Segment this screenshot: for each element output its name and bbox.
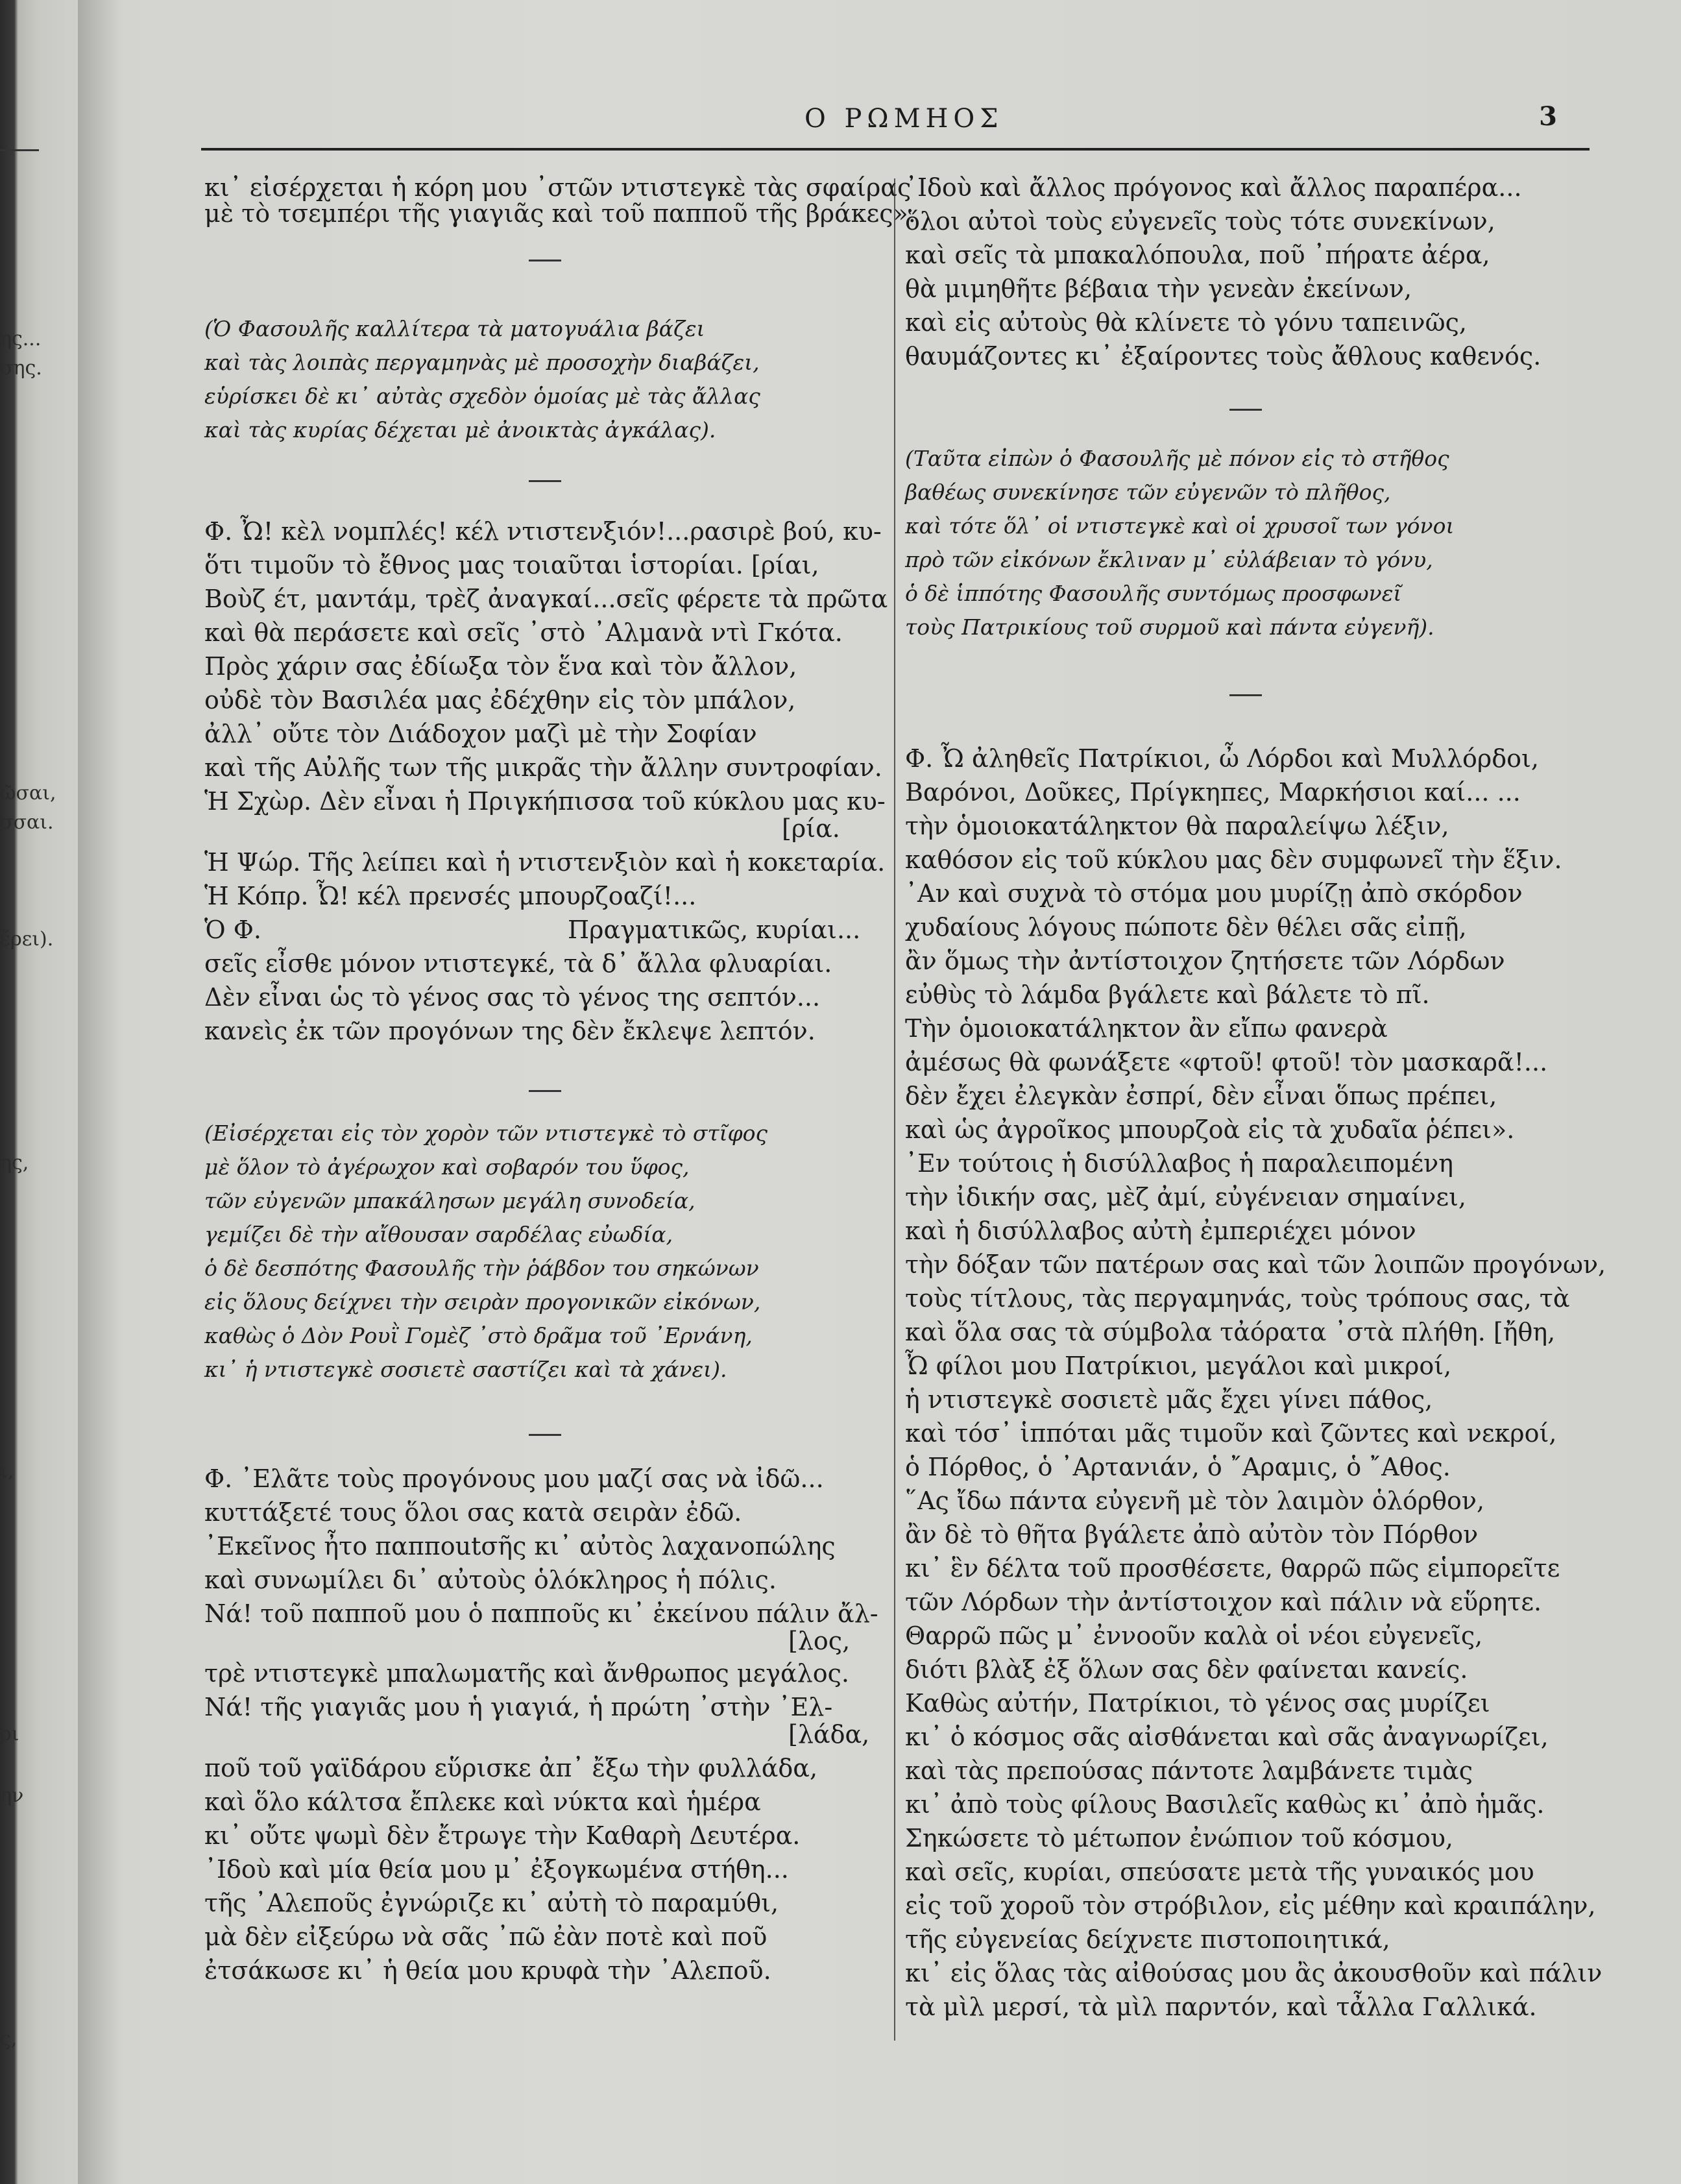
left-column-line: Ἡ Κόπρ. Ὦ! κέλ πρενσές μπουρζοαζί!... bbox=[204, 882, 697, 910]
prev-page-fragment: ρι bbox=[0, 1723, 19, 1745]
right-column-line: τῶν Λόρδων τὴν ἀντίστοιχον καὶ πάλιν νὰ εὕρητε. bbox=[905, 1588, 1542, 1616]
right-column-line: Θαρρῶ πῶς μ᾿ ἐννοοῦν καλὰ οἱ νέοι εὐγενεῖς, bbox=[905, 1621, 1483, 1650]
left-column-line: Πραγματικῶς, κυρίαι... bbox=[568, 916, 861, 944]
left-column-line: ὅτι τιμοῦν τὸ ἔθνος μας τοιαῦται ἱστορίαι. [ρίαι, bbox=[204, 551, 819, 579]
section-separator bbox=[529, 1090, 561, 1092]
right-column-line: καὶ σεῖς τὰ μπακαλόπουλα, ποῦ ᾿πήρατε ἀέρα, bbox=[905, 241, 1490, 269]
left-column-line: μὰ δὲν εἰξεύρω νὰ σᾶς ᾿πῶ ἐὰν ποτὲ καὶ ποῦ bbox=[204, 1923, 768, 1951]
right-column-line: τῆς εὐγενείας δείχνετε πιστοποιητικά, bbox=[905, 1925, 1390, 1954]
right-column-line: διότι βλὰξ ἐξ ὅλων σας δὲν φαίνεται κανείς. bbox=[905, 1655, 1468, 1684]
prev-page-fragment: ῶσαι, bbox=[0, 782, 56, 805]
left-column-line: τῆς ᾿Αλεποῦς ἐγνώριζε κι᾿ αὐτὴ τὸ παραμύθι, bbox=[204, 1889, 779, 1917]
prev-page-fragment: ι, bbox=[0, 1460, 14, 1483]
right-column-line: καὶ εἰς αὐτοὺς θὰ κλίνετε τὸ γόνυ ταπεινῶς, bbox=[905, 308, 1467, 337]
left-column-line: ὁ δὲ δεσπότης Φασουλῆς τὴν ῥάβδον του σηκώνων bbox=[204, 1256, 759, 1281]
right-column-line: ἀμέσως θὰ φωνάξετε «φτοῦ! φτοῦ! τὸν μασκαρᾶ!... bbox=[905, 1048, 1548, 1076]
prev-page-fragment: ης, bbox=[0, 1152, 29, 1174]
left-column-line: Ὁ Φ. bbox=[204, 916, 261, 944]
prev-page-fragment: σης. bbox=[0, 357, 42, 380]
left-column-line: (Εἰσέρχεται εἰς τὸν χορὸν τῶν ντιστεγκὲ τὸ στῖφος bbox=[204, 1121, 768, 1146]
right-column-line: Σηκώσετε τὸ μέτωπον ἐνώπιον τοῦ κόσμου, bbox=[905, 1824, 1453, 1852]
left-column-line: καὶ θὰ περάσετε καὶ σεῖς ᾿στὸ ᾿Αλμανὰ ντὶ Γκότα. bbox=[204, 618, 843, 647]
prev-page-fragment: ης... bbox=[0, 328, 42, 350]
left-column-line: Ἡ Ψώρ. Τῆς λείπει καὶ ἡ ντιστενξιὸν καὶ ἡ κοκεταρία. bbox=[204, 848, 886, 877]
previous-page-edge bbox=[0, 0, 78, 2184]
header-rule bbox=[201, 148, 1590, 151]
left-column-line: Βοὺζ έτ, μαντάμ, τρὲζ ἀναγκαί...σεῖς φέρετε τὰ πρῶτα bbox=[204, 585, 888, 613]
right-column-line: κι᾿ εἰς ὅλας τὰς αἰθούσας μου ἂς ἀκουσθοῦν καὶ πάλιν bbox=[905, 1959, 1602, 1987]
page-number: 3 bbox=[1539, 101, 1557, 132]
right-column-line: καθόσον εἰς τοῦ κύκλου μας δὲν συμφωνεῖ τὴν ἕξιν. bbox=[905, 845, 1562, 874]
prev-page-fragment: ἔρει). bbox=[0, 928, 54, 951]
previous-page-rule bbox=[0, 149, 39, 151]
right-column-line: ᾿Εν τούτοις ἡ δισύλλαβος ἡ παραλειπομένη bbox=[905, 1149, 1454, 1178]
right-column-line: ἡ ντιστεγκὲ σοσιετὲ μᾶς ἔχει γίνει πάθος, bbox=[905, 1385, 1433, 1414]
left-column-line: τῶν εὐγενῶν μπακάλησων μεγάλη συνοδεία, bbox=[204, 1188, 695, 1213]
left-column-line: μὲ ὅλον τὸ ἀγέρωχον καὶ σοβαρόν του ὕφος, bbox=[204, 1154, 690, 1180]
right-column-line: χυδαίους λόγους πώποτε δὲν θέλει σᾶς εἰπῇ, bbox=[905, 913, 1467, 941]
section-separator bbox=[1229, 409, 1262, 411]
right-column-line: τὴν ἰδικήν σας, μὲζ ἀμί, εὐγένειαν σημαίνει, bbox=[905, 1183, 1467, 1211]
right-column-line: τοὺς Πατρικίους τοῦ συρμοῦ καὶ πάντα εὐγενῆ). bbox=[905, 614, 1434, 640]
left-column-line: κανεὶς ἐκ τῶν προγόνων της δὲν ἔκλεψε λεπτόν. bbox=[204, 1017, 816, 1045]
left-column-line: οὐδὲ τὸν Βασιλέα μας ἐδέχθην εἰς τὸν μπάλον, bbox=[204, 686, 796, 714]
right-column-line: καὶ σεῖς, κυρίαι, σπεύσατε μετὰ τῆς γυναικός μου bbox=[905, 1858, 1534, 1886]
left-column-line: Ἡ Σχὼρ. Δὲν εἶναι ἡ Πριγκήπισσα τοῦ κύκλου μας κυ- bbox=[204, 787, 886, 816]
right-column-line: Βαρόνοι, Δοῦκες, Πρίγκηπες, Μαρκήσιοι καί... ... bbox=[905, 778, 1521, 807]
left-column-line: μὲ τὸ τσεμπέρι τῆς γιαγιᾶς καὶ τοῦ παπποῦ τῆς βράκες». bbox=[204, 199, 916, 228]
right-column-line: τὴν ὁμοιοκατάληκτον θὰ παραλείψω λέξιν, bbox=[905, 812, 1449, 840]
right-column-line: καὶ ἡ δισύλλαβος αὐτὴ ἐμπεριέχει μόνον bbox=[905, 1217, 1416, 1245]
left-column-line: ᾿Εκεῖνος ἦτο παπποutσῆς κι᾿ αὐτὸς λαχανοπώλης bbox=[204, 1532, 836, 1560]
right-column-line: Ὦ φίλοι μου Πατρίκιοι, μεγάλοι καὶ μικροί, bbox=[905, 1352, 1452, 1380]
right-column-line: κι᾿ ἓν δέλτα τοῦ προσθέσετε, θαρρῶ πῶς εἱμπορεῖτε bbox=[905, 1554, 1560, 1583]
right-column-line: δὲν ἔχει ἐλεγκὰν ἐσπρί, δὲν εἶναι ὅπως πρέπει, bbox=[905, 1082, 1497, 1110]
left-column-line: Νά! τοῦ παπποῦ μου ὁ παπποῦς κι᾿ ἐκείνου πάλιν ἄλ- bbox=[204, 1599, 878, 1628]
left-column-line: Πρὸς χάριν σας ἐδίωξα τὸν ἕνα καὶ τὸν ἄλλον, bbox=[204, 652, 797, 681]
right-column-line: πρὸ τῶν εἰκόνων ἔκλιναν μ᾿ εὐλάβειαν τὸ γόνυ, bbox=[905, 547, 1433, 572]
left-column-line: κυττάξετέ τους ὅλοι σας κατὰ σειρὰν ἐδῶ. bbox=[204, 1498, 742, 1527]
left-column-line: εὑρίσκει δὲ κι᾿ αὐτὰς σχεδὸν ὁμοίας μὲ τὰς ἄλλας bbox=[204, 383, 760, 409]
column-divider bbox=[894, 178, 895, 2041]
left-column-line: τρὲ ντιστεγκὲ μπαλωματῆς καὶ ἄνθρωπος μεγάλος. bbox=[204, 1659, 849, 1688]
left-column-line: [ρία. bbox=[782, 814, 840, 843]
right-column-line: τὴν δόξαν τῶν πατέρων σας καὶ τῶν λοιπῶν προγόνων, bbox=[905, 1250, 1606, 1279]
left-column-line: ἀλλ᾿ οὔτε τὸν Διάδοχον μαζὶ μὲ τὴν Σοφίαν bbox=[204, 720, 757, 748]
left-column-line: Φ. Ὦ! κὲλ νομπλές! κέλ ντιστενξιόν!...ρασιρὲ βού, κυ- bbox=[204, 517, 882, 546]
left-column-line: Νά! τῆς γιαγιᾶς μου ἡ γιαγιά, ἡ πρώτη ᾿στὴν ᾿Ελ- bbox=[204, 1693, 833, 1721]
right-column-line: εὐθὺς τὸ λάμδα βγάλετε καὶ βάλετε τὸ πῖ. bbox=[905, 980, 1430, 1009]
right-column-line: ᾿Αν καὶ συχνὰ τὸ στόμα μου μυρίζῃ ἀπὸ σκόρδον bbox=[905, 879, 1523, 908]
prev-page-fragment: σσαι. bbox=[0, 811, 54, 834]
right-column-line: Καθὼς αὐτήν, Πατρίκιοι, τὸ γένος σας μυρίζει bbox=[905, 1689, 1490, 1717]
right-column-line: καὶ τόσ᾿ ἱππόται μᾶς τιμοῦν καὶ ζῶντες καὶ νεκροί, bbox=[905, 1419, 1557, 1448]
left-column-line: κι᾿ εἰσέρχεται ἡ κόρη μου ᾿στῶν ντιστεγκὲ τὰς σφαίρας bbox=[204, 173, 912, 202]
left-column-line: καὶ ὅλο κάλτσα ἔπλεκε καὶ νύκτα καὶ ἡμέρα bbox=[204, 1788, 761, 1816]
left-column-line: [λος, bbox=[788, 1627, 851, 1655]
left-column-line: καθὼς ὁ Δὸν Ρουῒ Γομὲζ ᾿στὸ δρᾶμα τοῦ ᾿Ερνάνη, bbox=[204, 1323, 753, 1348]
left-column-line: ἐτσάκωσε κι᾿ ἡ θεία μου κρυφὰ τὴν ᾿Αλεποῦ. bbox=[204, 1956, 771, 1985]
page-header bbox=[714, 101, 1557, 143]
right-column-line: καὶ ὡς ἀγροῖκος μπουρζοὰ εἰς τὰ χυδαῖα ῥέπει». bbox=[905, 1115, 1515, 1144]
left-column-line: καὶ συνωμίλει δι᾿ αὐτοὺς ὁλόκληρος ἡ πόλις. bbox=[204, 1566, 777, 1594]
left-column-line: (Ὁ Φασουλῆς καλλίτερα τὰ ματογυάλια βάζει bbox=[204, 316, 705, 341]
left-column-line: [λάδα, bbox=[788, 1720, 870, 1749]
right-column-line: ᾿Ιδοὺ καὶ ἄλλος πρόγονος καὶ ἄλλος παραπέρα... bbox=[905, 173, 1522, 202]
left-column-line: κι᾿ οὔτε ψωμὶ δὲν ἔτρωγε τὴν Καθαρὴ Δευτέρα. bbox=[204, 1821, 801, 1850]
right-column-line: Τὴν ὁμοιοκατάληκτον ἂν εἴπω φανερὰ bbox=[905, 1014, 1388, 1043]
right-column-line: ἂν ὅμως τὴν ἀντίστοιχον ζητήσετε τῶν Λόρδων bbox=[905, 947, 1505, 975]
left-column-line: καὶ τὰς κυρίας δέχεται μὲ ἀνοικτὰς ἀγκάλας). bbox=[204, 417, 716, 443]
section-separator bbox=[529, 260, 561, 261]
right-column-line: Φ. Ὦ ἀληθεῖς Πατρίκιοι, ὦ Λόρδοι καὶ Μυλλόρδοι, bbox=[905, 744, 1539, 773]
right-column-line: κι᾿ ἀπὸ τοὺς φίλους Βασιλεῖς καθὼς κι᾿ ἀπὸ ἡμᾶς. bbox=[905, 1790, 1545, 1819]
right-column-line: ὁ Πόρθος, ὁ ᾿Αρτανιάν, ὁ ῎Αραμις, ὁ ῎Αθος. bbox=[905, 1453, 1451, 1481]
spine-shadow bbox=[78, 0, 123, 2184]
section-separator bbox=[529, 480, 561, 482]
right-column-line: βαθέως συνεκίνησε τῶν εὐγενῶν τὸ πλῆθος, bbox=[905, 479, 1391, 505]
left-column-line: ποῦ τοῦ γαϊδάρου εὕρισκε ἀπ᾿ ἔξω τὴν φυλλάδα, bbox=[204, 1754, 818, 1782]
right-column-line: καὶ τὰς πρεπούσας πάντοτε λαμβάνετε τιμὰς bbox=[905, 1756, 1473, 1785]
right-column-line: ὅλοι αὐτοὶ τοὺς εὐγενεῖς τοὺς τότε συνεκίνων, bbox=[905, 207, 1495, 236]
left-column-line: καὶ τὰς λοιπὰς περγαμηνὰς μὲ προσοχὴν διαβάζει, bbox=[204, 350, 760, 375]
right-column-line: κι᾿ ὁ κόσμος σᾶς αἰσθάνεται καὶ σᾶς ἀναγνωρίζει, bbox=[905, 1723, 1549, 1751]
left-column-line: γεμίζει δὲ τὴν αἴθουσαν σαρδέλας εὐωδία, bbox=[204, 1222, 673, 1247]
left-column-line: καὶ τῆς Αὐλῆς των τῆς μικρᾶς τὴν ἄλλην συντροφίαν. bbox=[204, 753, 882, 782]
right-column-line: ῞Ας ἴδω πάντα εὐγενῆ μὲ τὸν λαιμὸν ὁλόρθον, bbox=[905, 1486, 1485, 1515]
right-column-line: (Ταῦτα εἰπὼν ὁ Φασουλῆς μὲ πόνον εἰς τὸ στῆθος bbox=[905, 446, 1449, 471]
right-column-line: ἂν δὲ τὸ θῆτα βγάλετε ἀπὸ αὐτὸν τὸν Πόρθον bbox=[905, 1520, 1479, 1549]
left-column-line: σεῖς εἶσθε μόνον ντιστεγκέ, τὰ δ᾿ ἄλλα φλυαρίαι. bbox=[204, 949, 832, 978]
prev-page-fragment: ην bbox=[0, 1784, 24, 1807]
left-column-line: κι᾿ ἡ ντιστεγκὲ σοσιετὲ σαστίζει καὶ τὰ χάνει). bbox=[204, 1357, 727, 1382]
left-column-line: εἰς ὅλους δείχνει τὴν σειρὰν προγονικῶν εἰκόνων, bbox=[204, 1289, 761, 1315]
right-column-line: εἰς τοῦ χοροῦ τὸν στρόβιλον, εἰς μέθην καὶ κραιπάλην, bbox=[905, 1891, 1596, 1920]
right-column-line: θὰ μιμηθῆτε βέβαια τὴν γενεὰν ἐκείνων, bbox=[905, 274, 1412, 303]
right-column-line: καὶ τότε ὅλ᾿ οἱ ντιστεγκὲ καὶ οἱ χρυσοῖ των γόνοι bbox=[905, 513, 1455, 539]
prev-page-fragment: ς, bbox=[0, 2028, 18, 2050]
newspaper-title: Ο ΡΩΜΗΟΣ bbox=[804, 104, 1004, 134]
left-column-line: Δὲν εἶναι ὡς τὸ γένος σας τὸ γένος της σεπτόν... bbox=[204, 983, 821, 1012]
right-column-line: τὰ μὶλ μερσί, τὰ μὶλ παρντόν, καὶ τἆλλα Γαλλικά. bbox=[905, 1993, 1537, 2021]
section-separator bbox=[529, 1434, 561, 1436]
left-column-line: ᾿Ιδοὺ καὶ μία θεία μου μ᾿ ἐξογκωμένα στήθη... bbox=[204, 1855, 789, 1884]
right-column-line: θαυμάζοντες κι᾿ ἐξαίροντες τοὺς ἄθλους καθενός. bbox=[905, 342, 1542, 370]
right-column-line: τοὺς τίτλους, τὰς περγαμηνάς, τοὺς τρόπους σας, τὰ bbox=[905, 1284, 1570, 1313]
right-column-line: καὶ ὅλα σας τὰ σύμβολα τἀόρατα ᾿στὰ πλήθη. [ἤθη, bbox=[905, 1318, 1556, 1346]
right-column-line: ὁ δὲ ἱππότης Φασουλῆς συντόμως προσφωνεῖ bbox=[905, 581, 1402, 606]
section-separator bbox=[1229, 694, 1262, 696]
left-column-line: Φ. ᾿Ελᾶτε τοὺς προγόνους μου μαζί σας νὰ ἰδῶ... bbox=[204, 1464, 824, 1493]
